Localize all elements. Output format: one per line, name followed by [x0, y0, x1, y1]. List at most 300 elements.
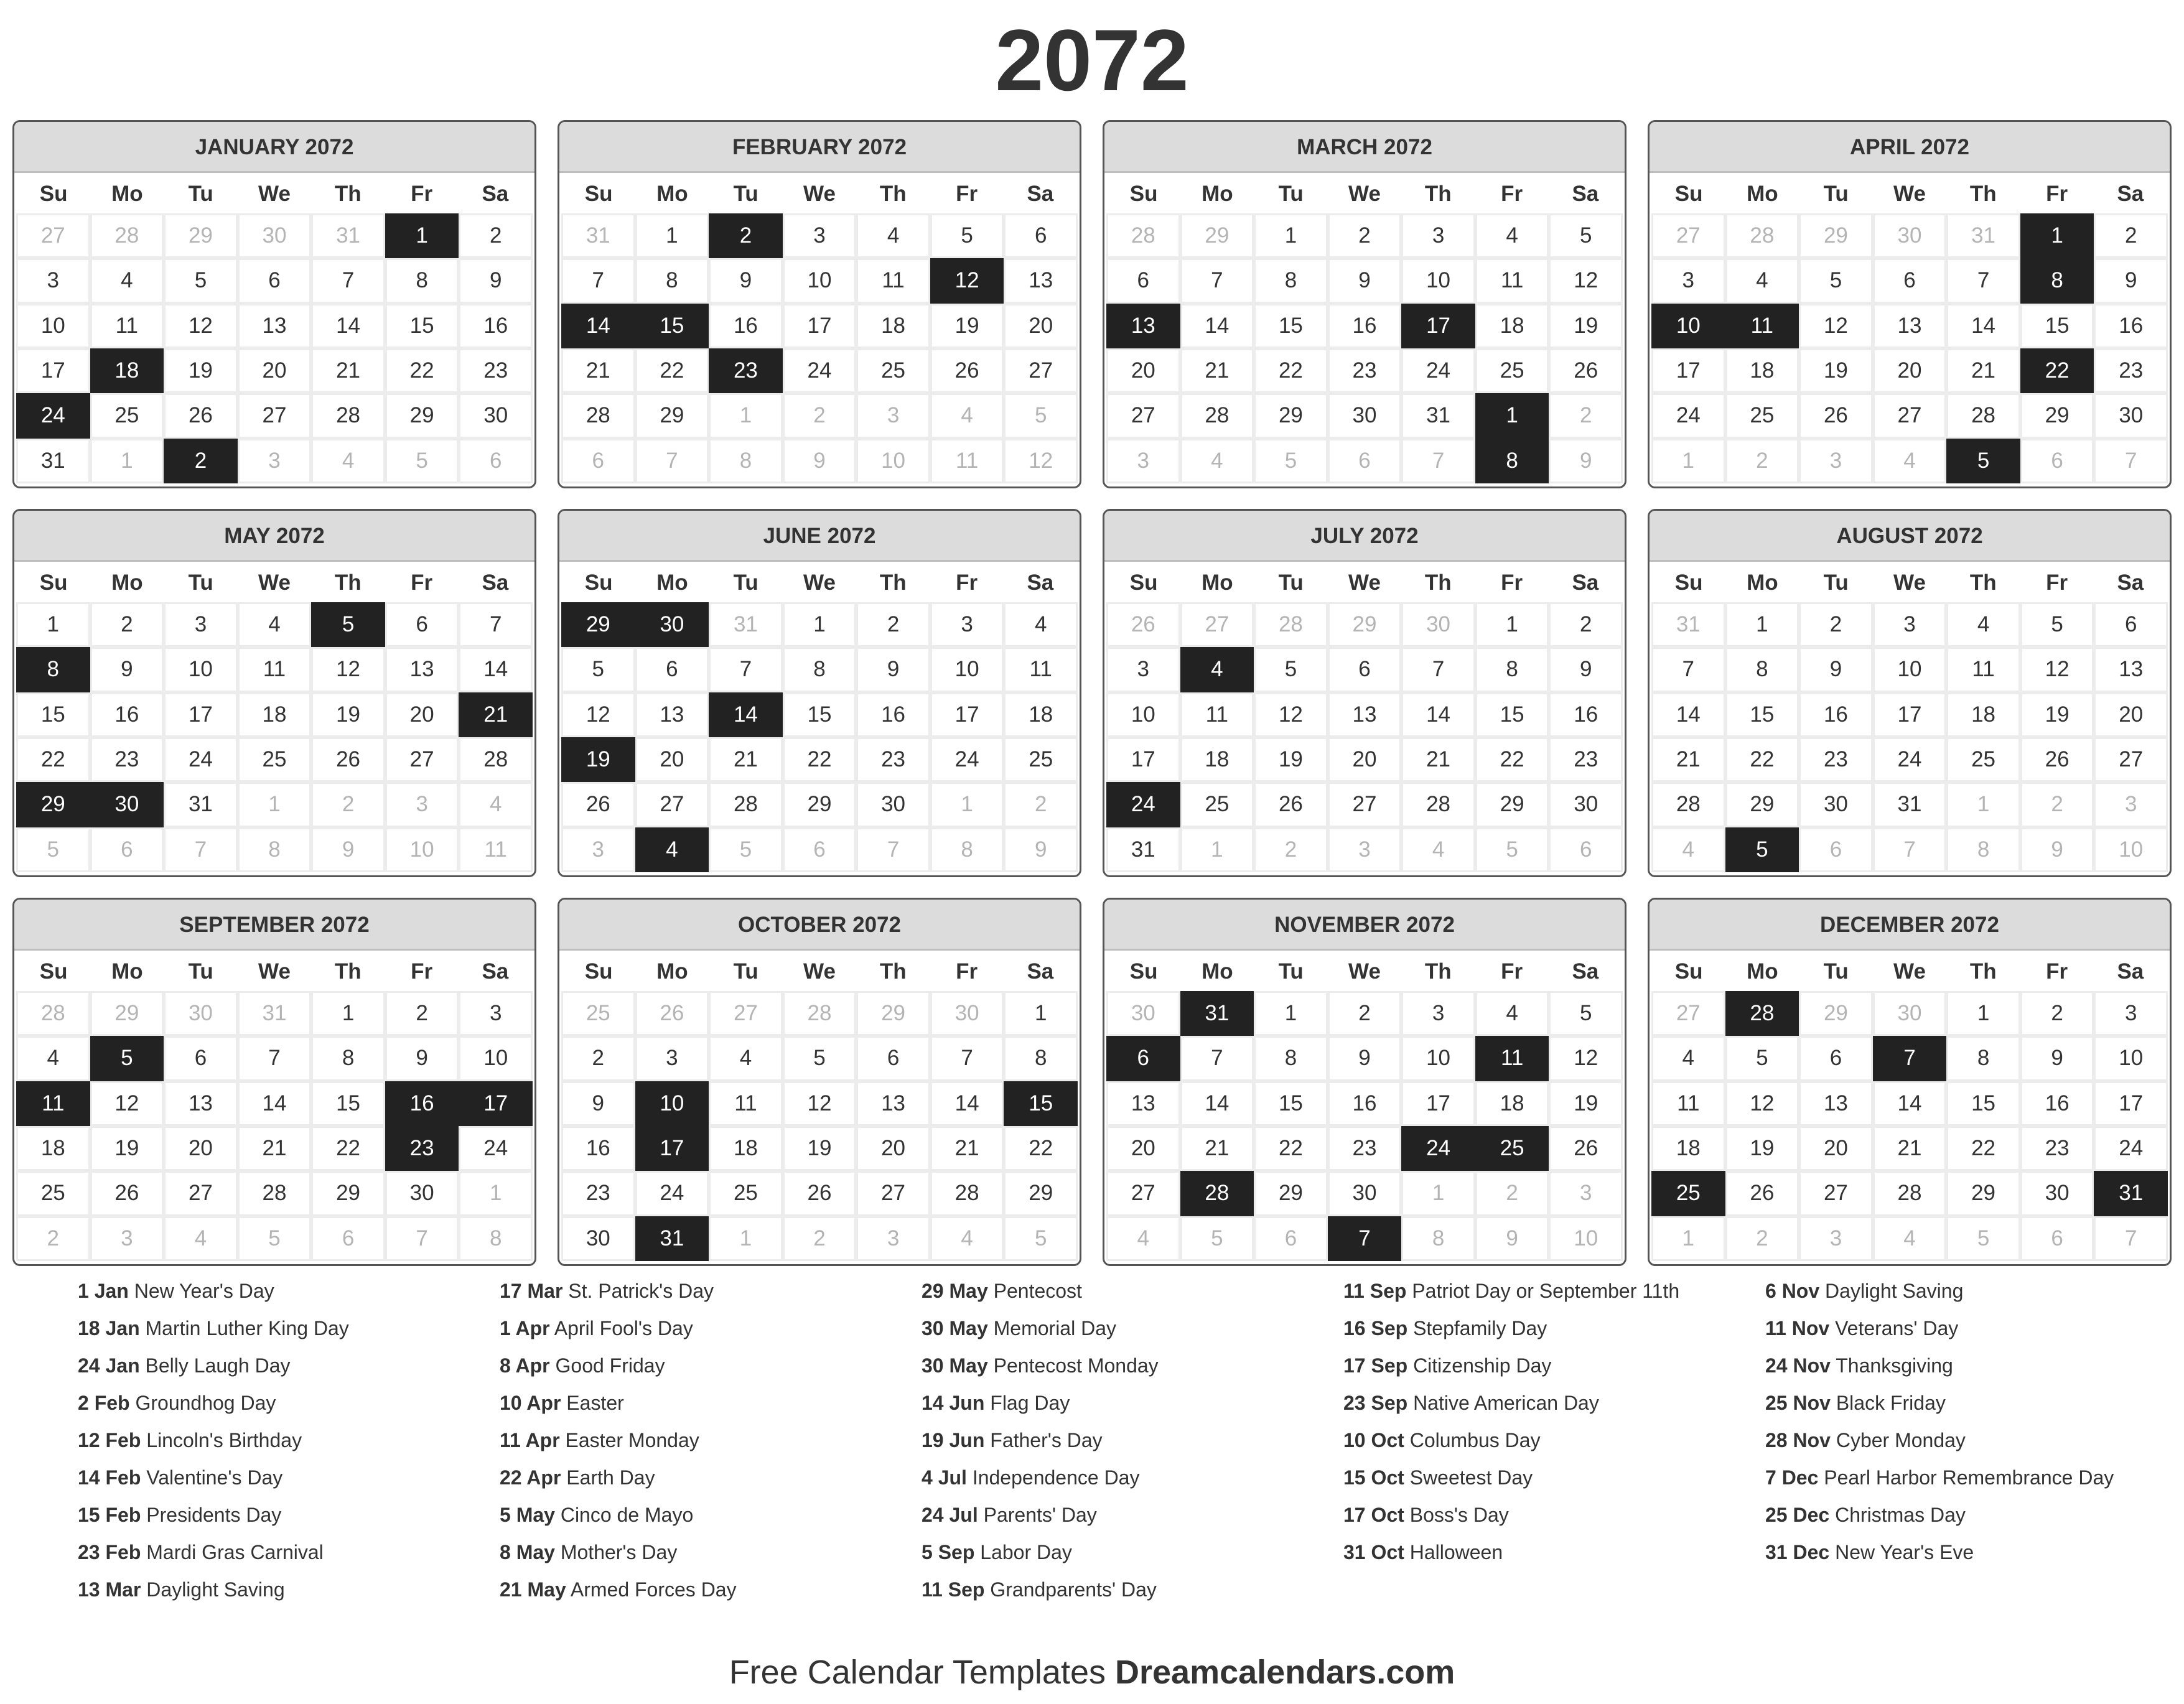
day-cell: 1	[1477, 604, 1547, 645]
day-cell: 4	[460, 784, 531, 825]
day-cell: 21	[932, 1128, 1002, 1169]
day-cell: 9	[92, 649, 162, 690]
holiday-date: 17 Mar	[500, 1280, 563, 1302]
day-cell: 13	[1006, 260, 1076, 301]
day-cell: 23	[460, 350, 531, 391]
weekday-label: Tu	[1278, 959, 1304, 984]
day-cell: 4	[1875, 1218, 1945, 1259]
day-cell: 20	[387, 694, 457, 735]
weekday-label: Mo	[1202, 182, 1233, 206]
weekday-label: Mo	[1747, 570, 1778, 595]
day-cell-holiday: 10	[637, 1083, 707, 1124]
day-cell: 21	[711, 739, 781, 780]
day-cell: 20	[1801, 1128, 1871, 1169]
holiday-name: Labor Day	[980, 1541, 1072, 1563]
day-cell: 1	[1006, 993, 1076, 1034]
day-cell: 11	[711, 1083, 781, 1124]
weekday-header	[14, 951, 534, 993]
holiday-date: 8 May	[500, 1541, 555, 1563]
day-cell: 24	[637, 1173, 707, 1214]
day-cell: 4	[166, 1218, 236, 1259]
day-cell: 8	[1256, 260, 1326, 301]
day-cell: 25	[1477, 350, 1547, 391]
day-cell: 24	[460, 1128, 531, 1169]
day-cell: 26	[313, 739, 383, 780]
weekday-label: Fr	[956, 959, 978, 984]
day-cell: 10	[166, 649, 236, 690]
day-cell: 30	[1551, 784, 1621, 825]
day-cell: 15	[785, 694, 855, 735]
day-cell: 12	[563, 694, 633, 735]
day-cell: 15	[387, 305, 457, 347]
day-cell: 26	[932, 350, 1002, 391]
day-cell: 1	[18, 604, 88, 645]
day-cell-holiday: 6	[1108, 1038, 1178, 1079]
day-cell-holiday: 28	[1727, 993, 1798, 1034]
day-cell: 3	[1403, 993, 1473, 1034]
holiday-item	[1343, 1501, 1728, 1529]
day-cell: 1	[313, 993, 383, 1034]
holiday-name: Daylight Saving	[1825, 1280, 1964, 1302]
day-cell: 6	[2096, 604, 2166, 645]
weekday-label: Su	[39, 570, 68, 595]
day-cell: 24	[1403, 350, 1473, 391]
holiday-item	[1343, 1352, 1728, 1380]
day-cell: 21	[1182, 1128, 1253, 1169]
holiday-date: 11 Sep	[922, 1578, 985, 1601]
day-cell: 27	[1330, 784, 1400, 825]
day-cell: 22	[1727, 739, 1798, 780]
day-cell: 14	[1182, 1083, 1253, 1124]
day-cell: 27	[1182, 604, 1253, 645]
day-grid	[14, 215, 534, 487]
day-cell: 29	[1006, 1173, 1076, 1214]
weekday-label: Su	[1129, 570, 1158, 595]
day-cell: 6	[1875, 260, 1945, 301]
day-cell: 31	[563, 215, 633, 256]
day-cell: 5	[1551, 215, 1621, 256]
day-cell: 3	[92, 1218, 162, 1259]
holiday-item	[78, 1389, 462, 1417]
day-cell-holiday: 8	[2022, 260, 2093, 301]
weekday-label: Th	[879, 959, 907, 984]
day-cell: 12	[1256, 694, 1326, 735]
holiday-item	[922, 1389, 1306, 1417]
day-cell: 6	[2022, 1218, 2093, 1259]
day-cell: 24	[166, 739, 236, 780]
day-cell: 28	[1108, 215, 1178, 256]
weekday-label: Fr	[2046, 182, 2068, 206]
day-cell: 9	[313, 829, 383, 870]
weekday-label: Th	[879, 182, 907, 206]
day-cell: 20	[240, 350, 310, 391]
holiday-item	[500, 1539, 884, 1567]
holiday-column	[1765, 1277, 2150, 1626]
holiday-date: 11 Nov	[1765, 1317, 1830, 1339]
day-cell: 12	[313, 649, 383, 690]
day-cell: 7	[2096, 440, 2166, 482]
day-cell: 16	[858, 694, 928, 735]
day-cell: 18	[1727, 350, 1798, 391]
day-cell: 10	[387, 829, 457, 870]
holiday-name: Valentine's Day	[146, 1466, 283, 1489]
day-cell: 31	[18, 440, 88, 482]
weekday-label: Sa	[1572, 959, 1599, 984]
day-cell: 7	[1653, 649, 1724, 690]
weekday-label: Su	[584, 570, 613, 595]
day-cell: 30	[858, 784, 928, 825]
day-cell: 13	[1801, 1083, 1871, 1124]
day-cell: 18	[858, 305, 928, 347]
weekday-label: Su	[584, 959, 613, 984]
day-cell: 4	[1477, 215, 1547, 256]
month-title: OCTOBER 2072	[559, 900, 1080, 951]
holiday-date: 30 May	[922, 1317, 988, 1339]
holiday-item	[500, 1576, 884, 1604]
weekday-label: Fr	[1501, 182, 1523, 206]
day-cell: 24	[1875, 739, 1945, 780]
weekday-label: Tu	[733, 570, 758, 595]
holiday-date: 19 Jun	[922, 1429, 985, 1451]
holiday-name: Mother's Day	[560, 1541, 678, 1563]
weekday-label: Sa	[482, 570, 509, 595]
holiday-name: Pentecost	[993, 1280, 1082, 1302]
day-cell: 29	[1256, 395, 1326, 436]
day-cell: 29	[1182, 215, 1253, 256]
day-cell: 23	[92, 739, 162, 780]
day-cell: 2	[460, 215, 531, 256]
day-cell: 27	[1801, 1173, 1871, 1214]
day-cell: 30	[460, 395, 531, 436]
weekday-label: Fr	[1501, 570, 1523, 595]
month-calendar	[1103, 509, 1626, 877]
day-cell: 4	[711, 1038, 781, 1079]
month-title: DECEMBER 2072	[1650, 900, 2170, 951]
day-cell: 23	[2096, 350, 2166, 391]
weekday-label: Th	[334, 182, 362, 206]
day-cell: 4	[313, 440, 383, 482]
holiday-column	[1343, 1277, 1728, 1626]
day-cell: 14	[313, 305, 383, 347]
day-cell: 8	[637, 260, 707, 301]
holiday-item	[500, 1352, 884, 1380]
day-cell: 6	[1801, 829, 1871, 870]
day-cell: 22	[1256, 350, 1326, 391]
month-title: JULY 2072	[1104, 511, 1625, 562]
day-cell-holiday: 21	[460, 694, 531, 735]
day-cell: 1	[92, 440, 162, 482]
day-cell: 4	[1182, 440, 1253, 482]
day-cell: 1	[1403, 1173, 1473, 1214]
holiday-name: Sweetest Day	[1409, 1466, 1533, 1489]
holiday-item	[78, 1277, 462, 1305]
holiday-date: 22 Apr	[500, 1466, 561, 1489]
day-cell-holiday: 2	[166, 440, 236, 482]
day-cell: 7	[460, 604, 531, 645]
day-cell: 3	[637, 1038, 707, 1079]
day-cell: 2	[1477, 1173, 1547, 1214]
day-cell: 27	[166, 1173, 236, 1214]
holiday-item	[1343, 1427, 1728, 1455]
day-cell: 7	[563, 260, 633, 301]
weekday-header	[1650, 173, 2170, 215]
holiday-name: Grandparents' Day	[990, 1578, 1157, 1601]
day-cell: 12	[1551, 260, 1621, 301]
day-grid	[559, 604, 1080, 875]
day-cell: 4	[1948, 604, 2018, 645]
holiday-date: 24 Nov	[1765, 1354, 1831, 1377]
day-cell: 1	[711, 395, 781, 436]
holiday-name: Good Friday	[555, 1354, 665, 1377]
month-title: SEPTEMBER 2072	[14, 900, 534, 951]
holiday-name: Patriot Day or September 11th	[1412, 1280, 1680, 1302]
day-cell: 6	[1006, 215, 1076, 256]
weekday-label: Mo	[1747, 182, 1778, 206]
day-cell: 28	[1727, 215, 1798, 256]
day-cell: 19	[166, 350, 236, 391]
day-cell: 31	[711, 604, 781, 645]
month-title: JANUARY 2072	[14, 122, 534, 173]
day-cell: 2	[1330, 993, 1400, 1034]
holiday-name: Belly Laugh Day	[145, 1354, 291, 1377]
month-calendar	[1648, 509, 2172, 877]
weekday-label: Tu	[1278, 182, 1304, 206]
weekday-label: We	[803, 182, 836, 206]
weekday-label: Sa	[482, 182, 509, 206]
day-cell: 3	[1875, 604, 1945, 645]
day-cell: 15	[1256, 305, 1326, 347]
weekday-label: Th	[1969, 182, 1997, 206]
day-cell: 7	[1403, 440, 1473, 482]
day-cell: 28	[18, 993, 88, 1034]
holiday-date: 15 Oct	[1343, 1466, 1404, 1489]
day-cell: 21	[1182, 350, 1253, 391]
weekday-label: We	[1893, 959, 1926, 984]
holiday-date: 12 Feb	[78, 1429, 141, 1451]
weekday-label: Su	[39, 182, 68, 206]
day-cell: 3	[166, 604, 236, 645]
day-cell: 5	[1948, 1218, 2018, 1259]
day-cell: 29	[2022, 395, 2093, 436]
day-cell: 13	[166, 1083, 236, 1124]
holiday-item	[922, 1501, 1306, 1529]
month-title: JUNE 2072	[559, 511, 1080, 562]
day-cell: 8	[240, 829, 310, 870]
day-cell: 2	[1801, 604, 1871, 645]
weekday-label: Mo	[1202, 570, 1233, 595]
weekday-header	[1104, 173, 1625, 215]
holiday-column	[500, 1277, 884, 1626]
day-cell: 11	[932, 440, 1002, 482]
day-cell: 10	[18, 305, 88, 347]
day-cell: 6	[858, 1038, 928, 1079]
day-cell: 4	[1108, 1218, 1178, 1259]
day-cell: 27	[1653, 993, 1724, 1034]
holiday-item	[78, 1501, 462, 1529]
day-cell: 27	[1006, 350, 1076, 391]
day-cell: 27	[1875, 395, 1945, 436]
day-cell-holiday: 4	[637, 829, 707, 870]
holiday-item	[500, 1501, 884, 1529]
day-grid	[1104, 215, 1625, 487]
day-cell-holiday: 31	[1182, 993, 1253, 1034]
holiday-date: 7 Dec	[1765, 1466, 1819, 1489]
day-cell: 13	[1108, 1083, 1178, 1124]
day-cell: 23	[1801, 739, 1871, 780]
day-cell: 16	[1330, 1083, 1400, 1124]
day-cell-holiday: 19	[563, 739, 633, 780]
weekday-header	[14, 173, 534, 215]
holiday-date: 28 Nov	[1765, 1429, 1831, 1451]
day-cell: 27	[1653, 215, 1724, 256]
weekday-label: Su	[1674, 959, 1703, 984]
day-cell-holiday: 11	[1727, 305, 1798, 347]
day-cell: 6	[1330, 649, 1400, 690]
day-cell: 19	[1256, 739, 1326, 780]
weekday-label: Tu	[188, 959, 213, 984]
day-cell: 28	[1653, 784, 1724, 825]
day-cell: 26	[92, 1173, 162, 1214]
day-cell: 3	[858, 1218, 928, 1259]
day-cell: 30	[1403, 604, 1473, 645]
holiday-name: Lincoln's Birthday	[146, 1429, 302, 1451]
holiday-item	[78, 1315, 462, 1343]
day-cell-holiday: 30	[637, 604, 707, 645]
day-cell: 9	[858, 649, 928, 690]
weekday-label: Fr	[411, 959, 433, 984]
day-cell: 25	[1948, 739, 2018, 780]
day-cell-holiday: 12	[932, 260, 1002, 301]
day-cell: 12	[1727, 1083, 1798, 1124]
day-cell: 11	[1948, 649, 2018, 690]
day-cell: 25	[858, 350, 928, 391]
day-cell: 9	[2022, 829, 2093, 870]
holiday-item	[500, 1277, 884, 1305]
day-cell-holiday: 17	[637, 1128, 707, 1169]
day-cell: 25	[92, 395, 162, 436]
weekday-header	[14, 562, 534, 604]
day-cell-holiday: 24	[1108, 784, 1178, 825]
weekday-label: Su	[1129, 182, 1158, 206]
day-cell: 15	[1727, 694, 1798, 735]
day-cell: 22	[1477, 739, 1547, 780]
day-cell: 30	[1875, 993, 1945, 1034]
day-cell: 17	[18, 350, 88, 391]
day-cell: 10	[460, 1038, 531, 1079]
weekday-label: Fr	[956, 570, 978, 595]
weekday-label: Su	[584, 182, 613, 206]
day-cell: 15	[2022, 305, 2093, 347]
day-cell: 1	[785, 604, 855, 645]
day-cell-holiday: 5	[1727, 829, 1798, 870]
day-cell: 2	[1727, 440, 1798, 482]
day-cell: 4	[18, 1038, 88, 1079]
day-cell: 20	[166, 1128, 236, 1169]
day-cell: 2	[1551, 604, 1621, 645]
day-cell: 16	[1330, 305, 1400, 347]
day-cell: 9	[2022, 1038, 2093, 1079]
day-cell: 30	[1330, 395, 1400, 436]
day-cell-holiday: 24	[18, 395, 88, 436]
months-grid	[12, 120, 2172, 1266]
day-cell: 18	[1477, 1083, 1547, 1124]
holiday-item	[500, 1427, 884, 1455]
day-cell: 28	[1182, 395, 1253, 436]
day-cell: 21	[1653, 739, 1724, 780]
day-cell: 21	[563, 350, 633, 391]
weekday-label: Th	[1969, 570, 1997, 595]
holiday-date: 2 Feb	[78, 1392, 130, 1414]
day-cell: 5	[1256, 440, 1326, 482]
day-cell: 25	[18, 1173, 88, 1214]
day-cell: 9	[1551, 649, 1621, 690]
day-cell: 3	[1653, 260, 1724, 301]
day-cell-holiday: 1	[387, 215, 457, 256]
day-cell-holiday: 14	[563, 305, 633, 347]
day-cell: 23	[563, 1173, 633, 1214]
holiday-item	[78, 1464, 462, 1492]
day-cell: 26	[2022, 739, 2093, 780]
holiday-name: New Year's Day	[134, 1280, 274, 1302]
day-cell: 30	[1801, 784, 1871, 825]
day-cell-holiday: 16	[387, 1083, 457, 1124]
weekday-label: We	[1348, 959, 1381, 984]
day-cell: 30	[932, 993, 1002, 1034]
holiday-item	[1343, 1315, 1728, 1343]
month-title: NOVEMBER 2072	[1104, 900, 1625, 951]
holiday-item	[78, 1427, 462, 1455]
holiday-name: Thanksgiving	[1836, 1354, 1953, 1377]
day-cell: 31	[1653, 604, 1724, 645]
month-calendar	[12, 120, 536, 488]
day-cell: 5	[166, 260, 236, 301]
day-cell: 10	[785, 260, 855, 301]
day-cell: 1	[240, 784, 310, 825]
weekday-label: We	[803, 959, 836, 984]
day-cell: 20	[1108, 1128, 1178, 1169]
holiday-item	[1765, 1539, 2150, 1567]
day-cell: 18	[711, 1128, 781, 1169]
day-cell: 3	[1801, 1218, 1871, 1259]
day-cell: 27	[1108, 395, 1178, 436]
day-cell: 22	[18, 739, 88, 780]
day-cell: 12	[785, 1083, 855, 1124]
day-cell: 3	[1403, 215, 1473, 256]
day-cell: 16	[2022, 1083, 2093, 1124]
holiday-item	[1343, 1277, 1728, 1305]
holiday-item	[922, 1464, 1306, 1492]
day-cell: 17	[1403, 1083, 1473, 1124]
day-cell: 3	[387, 784, 457, 825]
weekday-label: We	[1893, 570, 1926, 595]
day-cell: 7	[932, 1038, 1002, 1079]
holiday-item	[922, 1427, 1306, 1455]
weekday-label: Sa	[482, 959, 509, 984]
weekday-label: We	[258, 959, 291, 984]
weekday-label: Sa	[1572, 570, 1599, 595]
month-calendar	[1648, 898, 2172, 1266]
day-cell: 9	[460, 260, 531, 301]
day-cell: 21	[1875, 1128, 1945, 1169]
day-cell: 11	[1477, 260, 1547, 301]
day-cell: 7	[1182, 260, 1253, 301]
day-cell: 5	[785, 1038, 855, 1079]
day-cell: 15	[1948, 1083, 2018, 1124]
day-cell: 14	[1403, 694, 1473, 735]
day-cell: 7	[166, 829, 236, 870]
month-calendar	[1103, 120, 1626, 488]
holiday-item	[922, 1277, 1306, 1305]
